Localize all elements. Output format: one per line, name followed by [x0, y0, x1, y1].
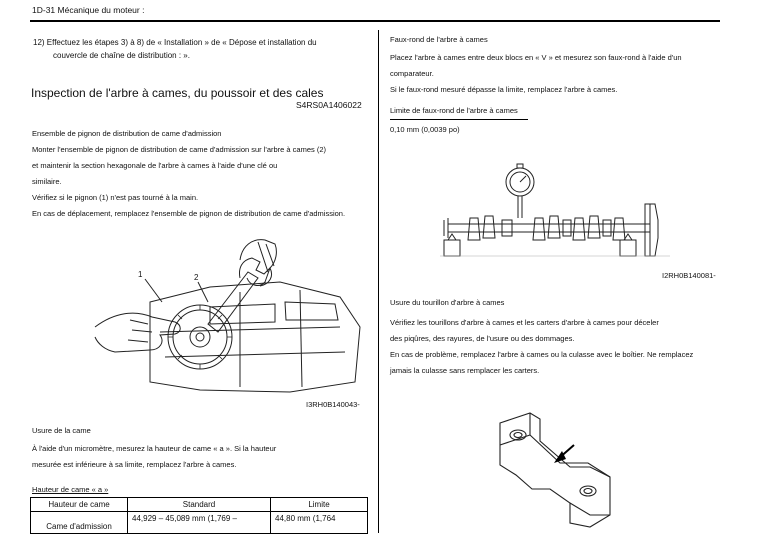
runout-title: Faux-rond de l'arbre à cames	[390, 35, 488, 44]
table-row	[31, 512, 368, 534]
section-title: Inspection de l'arbre à cames, du poussoir et des cales	[31, 86, 324, 100]
cam-wear-title: Usure de la came	[32, 426, 91, 435]
section-code: S4RS0A1406022	[296, 100, 362, 110]
page-header: 1D-31 Mécanique du moteur :	[32, 5, 145, 15]
sprocket-p3: similaire.	[32, 177, 62, 186]
header-rule	[30, 20, 720, 22]
sprocket-p1: Monter l'ensemble de pignon de distribution de came d'admission sur l'arbre à cames (2)	[32, 145, 327, 154]
sprocket-p5: En cas de déplacement, remplacez l'ensemble de pignon de distribution de came d'admission.	[32, 209, 346, 218]
table-cell: 44,80 mm (1,764	[271, 512, 368, 534]
runout-limit-value: 0,10 mm (0,0039 po)	[390, 125, 460, 134]
cam-height-table	[30, 497, 368, 534]
runout-p1: Placez l'arbre à cames entre deux blocs en « V » et mesurez son faux-rond à l'aide d'un	[390, 53, 682, 62]
journal-p1: Vérifiez les tourillons d'arbre à cames et les carters d'arbre à cames pour déceler	[390, 318, 659, 327]
camshaft-dial-gauge-illustration	[440, 160, 670, 270]
cam-wear-p2: mesurée est inférieure à sa limite, remplacez l'arbre à cames.	[32, 460, 237, 469]
sprocket-title: Ensemble de pignon de distribution de came d'admission	[32, 129, 222, 138]
step-12-line1: 12) Effectuez les étapes 3) à 8) de « Installation » de « Dépose et installation du	[33, 38, 317, 47]
journal-p2: des piqûres, des rayures, de l'usure ou des dommages.	[390, 334, 575, 343]
step-12-line2: couvercle de chaîne de distribution : ».	[53, 51, 190, 60]
sprocket-p4: Vérifiez si le pignon (1) n'est pas tourné à la main.	[32, 193, 199, 202]
table-header-cell: Hauteur de came	[31, 498, 128, 512]
runout-limit-title: Limite de faux-rond de l'arbre à cames	[390, 106, 518, 115]
journal-p4: jamais la culasse sans remplacer les carters.	[390, 366, 540, 375]
column-divider	[378, 30, 379, 533]
figure1-code: I3RH0B140043-	[306, 400, 360, 409]
table-header-row	[31, 498, 368, 512]
table-cell: 44,929 – 45,089 mm (1,769 –	[128, 512, 271, 534]
figure1-label-1: 1	[138, 270, 143, 279]
figure1-label-2: 2	[194, 273, 199, 282]
limit-underline	[390, 119, 528, 120]
figure2-code: I2RH0B140081-	[662, 271, 716, 280]
journal-p3: En cas de problème, remplacez l'arbre à cames ou la culasse avec le boîtier. Ne remplacez	[390, 350, 694, 359]
camshaft-cap-illustration	[490, 405, 630, 533]
sprocket-wrench-illustration	[90, 232, 365, 397]
runout-p2: comparateur.	[390, 69, 434, 78]
runout-p3: Si le faux-rond mesuré dépasse la limite, remplacez l'arbre à cames.	[390, 85, 618, 94]
journal-title: Usure du tourillon d'arbre à cames	[390, 298, 505, 307]
table-caption: Hauteur de came « a »	[32, 485, 109, 494]
cam-wear-p1: À l'aide d'un micromètre, mesurez la hauteur de came « a ». Si la hauteur	[32, 444, 277, 453]
sprocket-p2: et maintenir la section hexagonale de l'arbre à cames à l'aide d'une clé ou	[32, 161, 278, 170]
table-cell: Came d'admission	[31, 512, 128, 534]
table-header-cell: Standard	[128, 498, 271, 512]
table-header-cell: Limite	[271, 498, 368, 512]
indicator-arrow-icon	[554, 445, 574, 463]
